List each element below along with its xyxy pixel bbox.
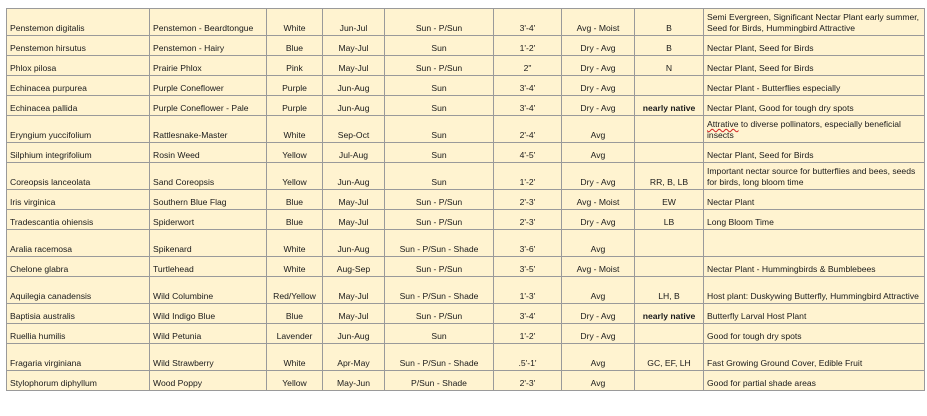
wildlife-code-cell[interactable]: nearly native [635, 96, 704, 116]
plant-rows [7, 9, 925, 391]
height-cell[interactable]: 2'-3' [494, 371, 562, 391]
wildlife-code-cell[interactable] [635, 230, 704, 257]
table-row [7, 257, 925, 277]
wildlife-code-cell[interactable] [635, 143, 704, 163]
common-name-cell[interactable]: Purple Coneflower - Pale [150, 96, 267, 116]
bloom-time-cell[interactable]: May-Jul [323, 190, 385, 210]
height-cell[interactable]: 3'-6' [494, 230, 562, 257]
scientific-name-cell[interactable]: Baptisia australis [7, 304, 150, 324]
bloom-time-cell[interactable]: Sep-Oct [323, 116, 385, 143]
table-row [7, 371, 925, 391]
common-name-cell[interactable]: Turtlehead [150, 257, 267, 277]
moisture-cell[interactable]: Dry - Avg [562, 163, 635, 190]
bloom-time-cell[interactable]: Jun-Aug [323, 230, 385, 257]
common-name-cell[interactable]: Rosin Weed [150, 143, 267, 163]
scientific-name-cell[interactable]: Eryngium yuccifolium [7, 116, 150, 143]
common-name-cell[interactable]: Wild Columbine [150, 277, 267, 304]
misspelled-word: Attrative [707, 119, 739, 129]
sun-exposure-cell[interactable]: Sun [385, 143, 494, 163]
moisture-cell[interactable]: Dry - Avg [562, 76, 635, 96]
table-row [7, 344, 925, 371]
height-cell[interactable]: .5'-1' [494, 344, 562, 371]
wildlife-code-cell[interactable]: LB [635, 210, 704, 230]
flower-color-cell[interactable]: Blue [267, 190, 323, 210]
scientific-name-cell[interactable]: Stylophorum diphyllum [7, 371, 150, 391]
notes-cell[interactable]: Nectar Plant, Seed for Birds [704, 56, 925, 76]
table-row [7, 163, 925, 190]
bloom-time-cell[interactable]: Jul-Aug [323, 143, 385, 163]
moisture-cell[interactable]: Dry - Avg [562, 304, 635, 324]
wildlife-code-cell[interactable]: RR, B, LB [635, 163, 704, 190]
notes-cell[interactable]: Butterfly Larval Host Plant [704, 304, 925, 324]
bloom-time-cell[interactable]: Jun-Aug [323, 324, 385, 344]
bloom-time-cell[interactable]: Aug-Sep [323, 257, 385, 277]
wildlife-code-cell[interactable]: N [635, 56, 704, 76]
notes-text: to diverse pollinators, especially beneficial insects [707, 119, 901, 140]
height-cell[interactable]: 3'-4' [494, 76, 562, 96]
height-cell[interactable]: 2'-3' [494, 210, 562, 230]
moisture-cell[interactable]: Avg [562, 116, 635, 143]
notes-cell[interactable]: Good for partial shade areas [704, 371, 925, 391]
wildlife-code-cell[interactable] [635, 324, 704, 344]
wildlife-code-cell[interactable] [635, 116, 704, 143]
table-row [7, 116, 925, 143]
flower-color-cell[interactable]: Yellow [267, 163, 323, 190]
table-row [7, 210, 925, 230]
common-name-cell[interactable]: Spiderwort [150, 210, 267, 230]
common-name-cell[interactable]: Penstemon - Hairy [150, 36, 267, 56]
wildlife-code-cell[interactable] [635, 257, 704, 277]
common-name-cell[interactable]: Sand Coreopsis [150, 163, 267, 190]
notes-cell[interactable] [704, 230, 925, 257]
notes-cell[interactable]: Nectar Plant, Seed for Birds [704, 36, 925, 56]
moisture-cell[interactable]: Avg [562, 143, 635, 163]
moisture-cell[interactable]: Avg [562, 277, 635, 304]
notes-cell[interactable]: Nectar Plant [704, 190, 925, 210]
bloom-time-cell[interactable]: Apr-May [323, 344, 385, 371]
bloom-time-cell[interactable]: May-Jul [323, 210, 385, 230]
notes-cell[interactable]: Good for tough dry spots [704, 324, 925, 344]
wildlife-code-cell[interactable]: LH, B [635, 277, 704, 304]
flower-color-cell[interactable]: Yellow [267, 143, 323, 163]
scientific-name-cell[interactable]: Tradescantia ohiensis [7, 210, 150, 230]
table-row [7, 96, 925, 116]
scientific-name-cell[interactable]: Aquilegia canadensis [7, 277, 150, 304]
flower-color-cell[interactable]: Purple [267, 96, 323, 116]
common-name-cell[interactable]: Purple Coneflower [150, 76, 267, 96]
notes-cell[interactable]: Nectar Plant, Good for tough dry spots [704, 96, 925, 116]
common-name-cell[interactable]: Wild Petunia [150, 324, 267, 344]
table-row [7, 36, 925, 56]
height-cell[interactable]: 1'-2' [494, 36, 562, 56]
sun-exposure-cell[interactable]: Sun - P/Sun - Shade [385, 344, 494, 371]
common-name-cell[interactable]: Penstemon - Beardtongue [150, 9, 267, 36]
flower-color-cell[interactable]: White [267, 116, 323, 143]
table-row [7, 143, 925, 163]
moisture-cell[interactable]: Avg - Moist [562, 257, 635, 277]
common-name-cell[interactable]: Wild Strawberry [150, 344, 267, 371]
table-row [7, 304, 925, 324]
height-cell[interactable]: 3'-4' [494, 304, 562, 324]
scientific-name-cell[interactable]: Ruellia humilis [7, 324, 150, 344]
sun-exposure-cell[interactable]: Sun [385, 324, 494, 344]
sun-exposure-cell[interactable]: Sun - P/Sun [385, 257, 494, 277]
sun-exposure-cell[interactable]: Sun [385, 96, 494, 116]
common-name-cell[interactable]: Southern Blue Flag [150, 190, 267, 210]
sun-exposure-cell[interactable]: Sun [385, 163, 494, 190]
sun-exposure-cell[interactable]: Sun [385, 76, 494, 96]
bloom-time-cell[interactable]: May-Jul [323, 304, 385, 324]
scientific-name-cell[interactable]: Chelone glabra [7, 257, 150, 277]
bloom-time-cell[interactable]: Jun-Aug [323, 163, 385, 190]
moisture-cell[interactable]: Avg [562, 371, 635, 391]
wildlife-code-cell[interactable]: B [635, 9, 704, 36]
sun-exposure-cell[interactable]: P/Sun - Shade [385, 371, 494, 391]
moisture-cell[interactable]: Dry - Avg [562, 56, 635, 76]
sun-exposure-cell[interactable]: Sun - P/Sun [385, 190, 494, 210]
scientific-name-cell[interactable]: Fragaria virginiana [7, 344, 150, 371]
wildlife-code-cell[interactable]: EW [635, 190, 704, 210]
common-name-cell[interactable]: Wood Poppy [150, 371, 267, 391]
moisture-cell[interactable]: Dry - Avg [562, 210, 635, 230]
moisture-cell[interactable]: Dry - Avg [562, 36, 635, 56]
sun-exposure-cell[interactable]: Sun - P/Sun [385, 56, 494, 76]
table-row [7, 324, 925, 344]
scientific-name-cell[interactable]: Silphium integrifolium [7, 143, 150, 163]
sun-exposure-cell[interactable]: Sun - P/Sun [385, 9, 494, 36]
height-cell[interactable]: 3'-4' [494, 9, 562, 36]
notes-cell[interactable] [704, 116, 925, 143]
height-cell[interactable]: 3'-4' [494, 96, 562, 116]
common-name-cell[interactable]: Spikenard [150, 230, 267, 257]
notes-cell[interactable]: Semi Evergreen, Significant Nectar Plant early summer, Seed for Birds, Hummingbird Attractive [704, 9, 925, 36]
height-cell[interactable]: 2'-3' [494, 190, 562, 210]
scientific-name-cell[interactable]: Echinacea pallida [7, 96, 150, 116]
table-row [7, 230, 925, 257]
table-row [7, 56, 925, 76]
flower-color-cell[interactable]: White [267, 257, 323, 277]
sun-exposure-cell[interactable]: Sun [385, 116, 494, 143]
common-name-cell[interactable]: Rattlesnake-Master [150, 116, 267, 143]
flower-color-cell[interactable]: Purple [267, 76, 323, 96]
flower-color-cell[interactable]: Red/Yellow [267, 277, 323, 304]
scientific-name-cell[interactable]: Penstemon digitalis [7, 9, 150, 36]
moisture-cell[interactable]: Avg [562, 230, 635, 257]
bloom-time-cell[interactable]: Jun-Aug [323, 96, 385, 116]
bloom-time-cell[interactable]: Jun-Aug [323, 76, 385, 96]
moisture-cell[interactable]: Avg - Moist [562, 9, 635, 36]
bloom-time-cell[interactable]: May-Jun [323, 371, 385, 391]
wildlife-code-cell[interactable]: B [635, 36, 704, 56]
flower-color-cell[interactable]: Blue [267, 210, 323, 230]
scientific-name-cell[interactable]: Aralia racemosa [7, 230, 150, 257]
sun-exposure-cell[interactable]: Sun - P/Sun - Shade [385, 277, 494, 304]
notes-cell[interactable]: Fast Growing Ground Cover, Edible Fruit [704, 344, 925, 371]
flower-color-cell[interactable]: Lavender [267, 324, 323, 344]
wildlife-code-cell[interactable]: GC, EF, LH [635, 344, 704, 371]
notes-cell[interactable]: Important nectar source for butterflies and bees, seeds for birds, long bloom time [704, 163, 925, 190]
sun-exposure-cell[interactable]: Sun - P/Sun - Shade [385, 230, 494, 257]
flower-color-cell[interactable]: Yellow [267, 371, 323, 391]
table-row [7, 9, 925, 36]
height-cell[interactable]: 2" [494, 56, 562, 76]
flower-color-cell[interactable]: White [267, 230, 323, 257]
flower-color-cell[interactable]: Blue [267, 304, 323, 324]
height-cell[interactable]: 3'-5' [494, 257, 562, 277]
moisture-cell[interactable]: Avg - Moist [562, 190, 635, 210]
scientific-name-cell[interactable]: Coreopsis lanceolata [7, 163, 150, 190]
height-cell[interactable]: 1'-2' [494, 324, 562, 344]
scientific-name-cell[interactable]: Iris virginica [7, 190, 150, 210]
sun-exposure-cell[interactable]: Sun - P/Sun [385, 210, 494, 230]
scientific-name-cell[interactable]: Phlox pilosa [7, 56, 150, 76]
height-cell[interactable]: 2'-4' [494, 116, 562, 143]
scientific-name-cell[interactable]: Penstemon hirsutus [7, 36, 150, 56]
sun-exposure-cell[interactable]: Sun [385, 36, 494, 56]
notes-cell[interactable]: Nectar Plant - Butterflies especially [704, 76, 925, 96]
notes-cell[interactable]: Nectar Plant - Hummingbirds & Bumblebees [704, 257, 925, 277]
flower-color-cell[interactable]: Pink [267, 56, 323, 76]
notes-cell[interactable]: Nectar Plant, Seed for Birds [704, 143, 925, 163]
bloom-time-cell[interactable]: May-Jul [323, 36, 385, 56]
moisture-cell[interactable]: Avg [562, 344, 635, 371]
flower-color-cell[interactable]: White [267, 344, 323, 371]
bloom-time-cell[interactable]: Jun-Jul [323, 9, 385, 36]
notes-cell[interactable]: Host plant: Duskywing Butterfly, Hummingbird Attractive [704, 277, 925, 304]
wildlife-code-cell[interactable] [635, 76, 704, 96]
plant-table [6, 8, 925, 391]
sun-exposure-cell[interactable]: Sun - P/Sun [385, 304, 494, 324]
moisture-cell[interactable]: Dry - Avg [562, 324, 635, 344]
table-row [7, 277, 925, 304]
wildlife-code-cell[interactable] [635, 371, 704, 391]
flower-color-cell[interactable]: Blue [267, 36, 323, 56]
common-name-cell[interactable]: Prairie Phlox [150, 56, 267, 76]
wildlife-code-cell[interactable]: nearly native [635, 304, 704, 324]
notes-cell[interactable]: Long Bloom Time [704, 210, 925, 230]
table-row [7, 76, 925, 96]
height-cell[interactable]: 1'-3' [494, 277, 562, 304]
moisture-cell[interactable]: Dry - Avg [562, 96, 635, 116]
common-name-cell[interactable]: Wild Indigo Blue [150, 304, 267, 324]
bloom-time-cell[interactable]: May-Jul [323, 277, 385, 304]
bloom-time-cell[interactable]: May-Jul [323, 56, 385, 76]
height-cell[interactable]: 1'-2' [494, 163, 562, 190]
table-row [7, 190, 925, 210]
scientific-name-cell[interactable]: Echinacea purpurea [7, 76, 150, 96]
flower-color-cell[interactable]: White [267, 9, 323, 36]
height-cell[interactable]: 4'-5' [494, 143, 562, 163]
